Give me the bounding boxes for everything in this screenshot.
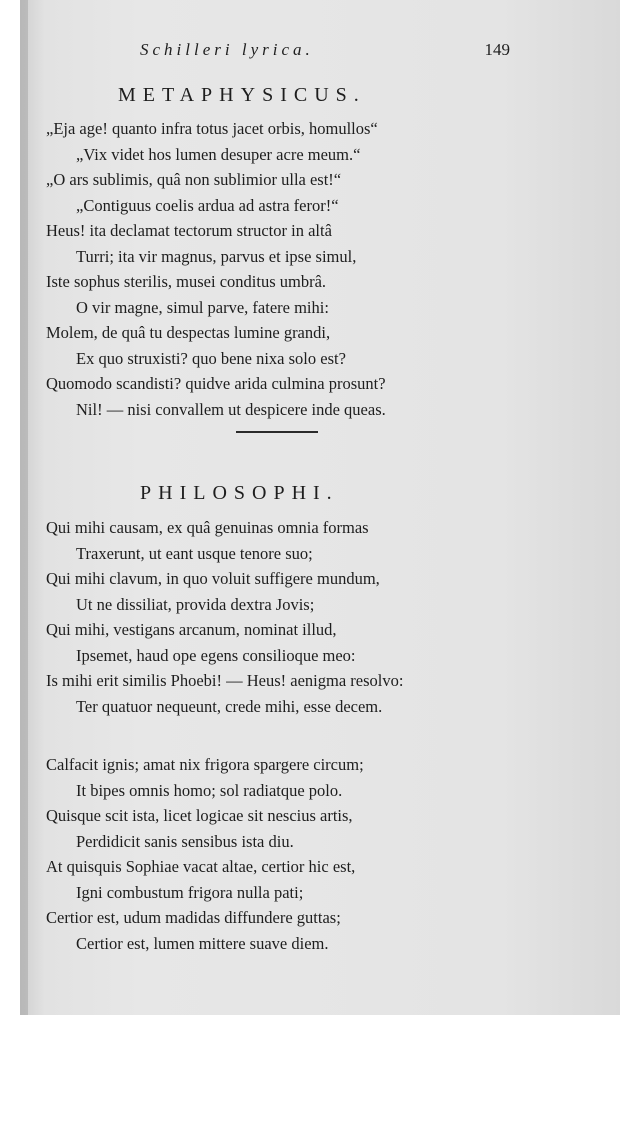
verse-line: „Vix videt hos lumen desuper acre meum.“ <box>76 144 361 164</box>
verse-line: It bipes omnis homo; sol radiatque polo. <box>76 780 343 800</box>
verse-line: Qui mihi clavum, in quo voluit suffigere mundum, <box>46 569 380 588</box>
page-edge-shadow <box>20 0 28 1015</box>
verse-line: „Eja age! quanto infra totus jacet orbis, homullos“ <box>46 119 378 138</box>
verse-line: Ex quo struxisti? quo bene nixa solo est? <box>76 348 346 368</box>
verse-line: Calfacit ignis; amat nix frigora spargere circum; <box>46 755 364 774</box>
verse-line: Turri; ita vir magnus, parvus et ipse simul, <box>76 246 357 266</box>
poem-title-metaphysicus: METAPHYSICUS. <box>118 84 366 106</box>
verse-line: Quomodo scandisti? quidve arida culmina prosunt? <box>46 374 386 393</box>
verse-line: Ipsemet, haud ope egens consilioque meo: <box>76 645 356 665</box>
poem-title-philosophi: PHILOSOPHI. <box>140 482 339 504</box>
running-head: Schilleri lyrica. <box>140 40 314 59</box>
verse-line: Iste sophus sterilis, musei conditus umbrâ. <box>46 272 327 291</box>
poem-philosophi-stanza-2 <box>46 752 606 956</box>
verse-line: Qui mihi, vestigans arcanum, nominat illud, <box>46 620 337 639</box>
verse-line: Quisque scit ista, licet logicae sit nescius artis, <box>46 806 353 825</box>
verse-line: „O ars sublimis, quâ non sublimior ulla est!“ <box>46 170 342 189</box>
verse-line: Molem, de quâ tu despectas lumine grandi, <box>46 323 331 342</box>
poem-philosophi-stanza-1 <box>46 515 606 719</box>
book-page <box>20 0 620 1015</box>
verse-line: Ut ne dissiliat, provida dextra Jovis; <box>76 594 315 614</box>
verse-line: Is mihi erit similis Phoebi! — Heus! aenigma resolvo: <box>46 671 404 690</box>
verse-line: Ter quatuor nequeunt, crede mihi, esse decem. <box>76 696 383 716</box>
verse-line: Certior est, lumen mittere suave diem. <box>76 933 329 953</box>
verse-line: Heus! ita declamat tectorum structor in altâ <box>46 221 332 240</box>
verse-line: O vir magne, simul parve, fatere mihi: <box>76 297 329 317</box>
verse-line: Igni combustum frigora nulla pati; <box>76 882 304 902</box>
verse-line: Qui mihi causam, ex quâ genuinas omnia formas <box>46 518 369 537</box>
verse-line: Nil! — nisi convallem ut despicere inde queas. <box>76 399 386 419</box>
poem-metaphysicus-stanza <box>46 116 606 422</box>
verse-line: Perdidicit sanis sensibus ista diu. <box>76 831 294 851</box>
section-divider <box>236 431 318 433</box>
verse-line: Certior est, udum madidas diffundere guttas; <box>46 908 341 927</box>
verse-line: At quisquis Sophiae vacat altae, certior hic est, <box>46 857 356 876</box>
page-number: 149 <box>484 40 510 59</box>
verse-line: Traxerunt, ut eant usque tenore suo; <box>76 543 313 563</box>
verse-line: „Contiguus coelis ardua ad astra feror!“ <box>76 195 339 215</box>
